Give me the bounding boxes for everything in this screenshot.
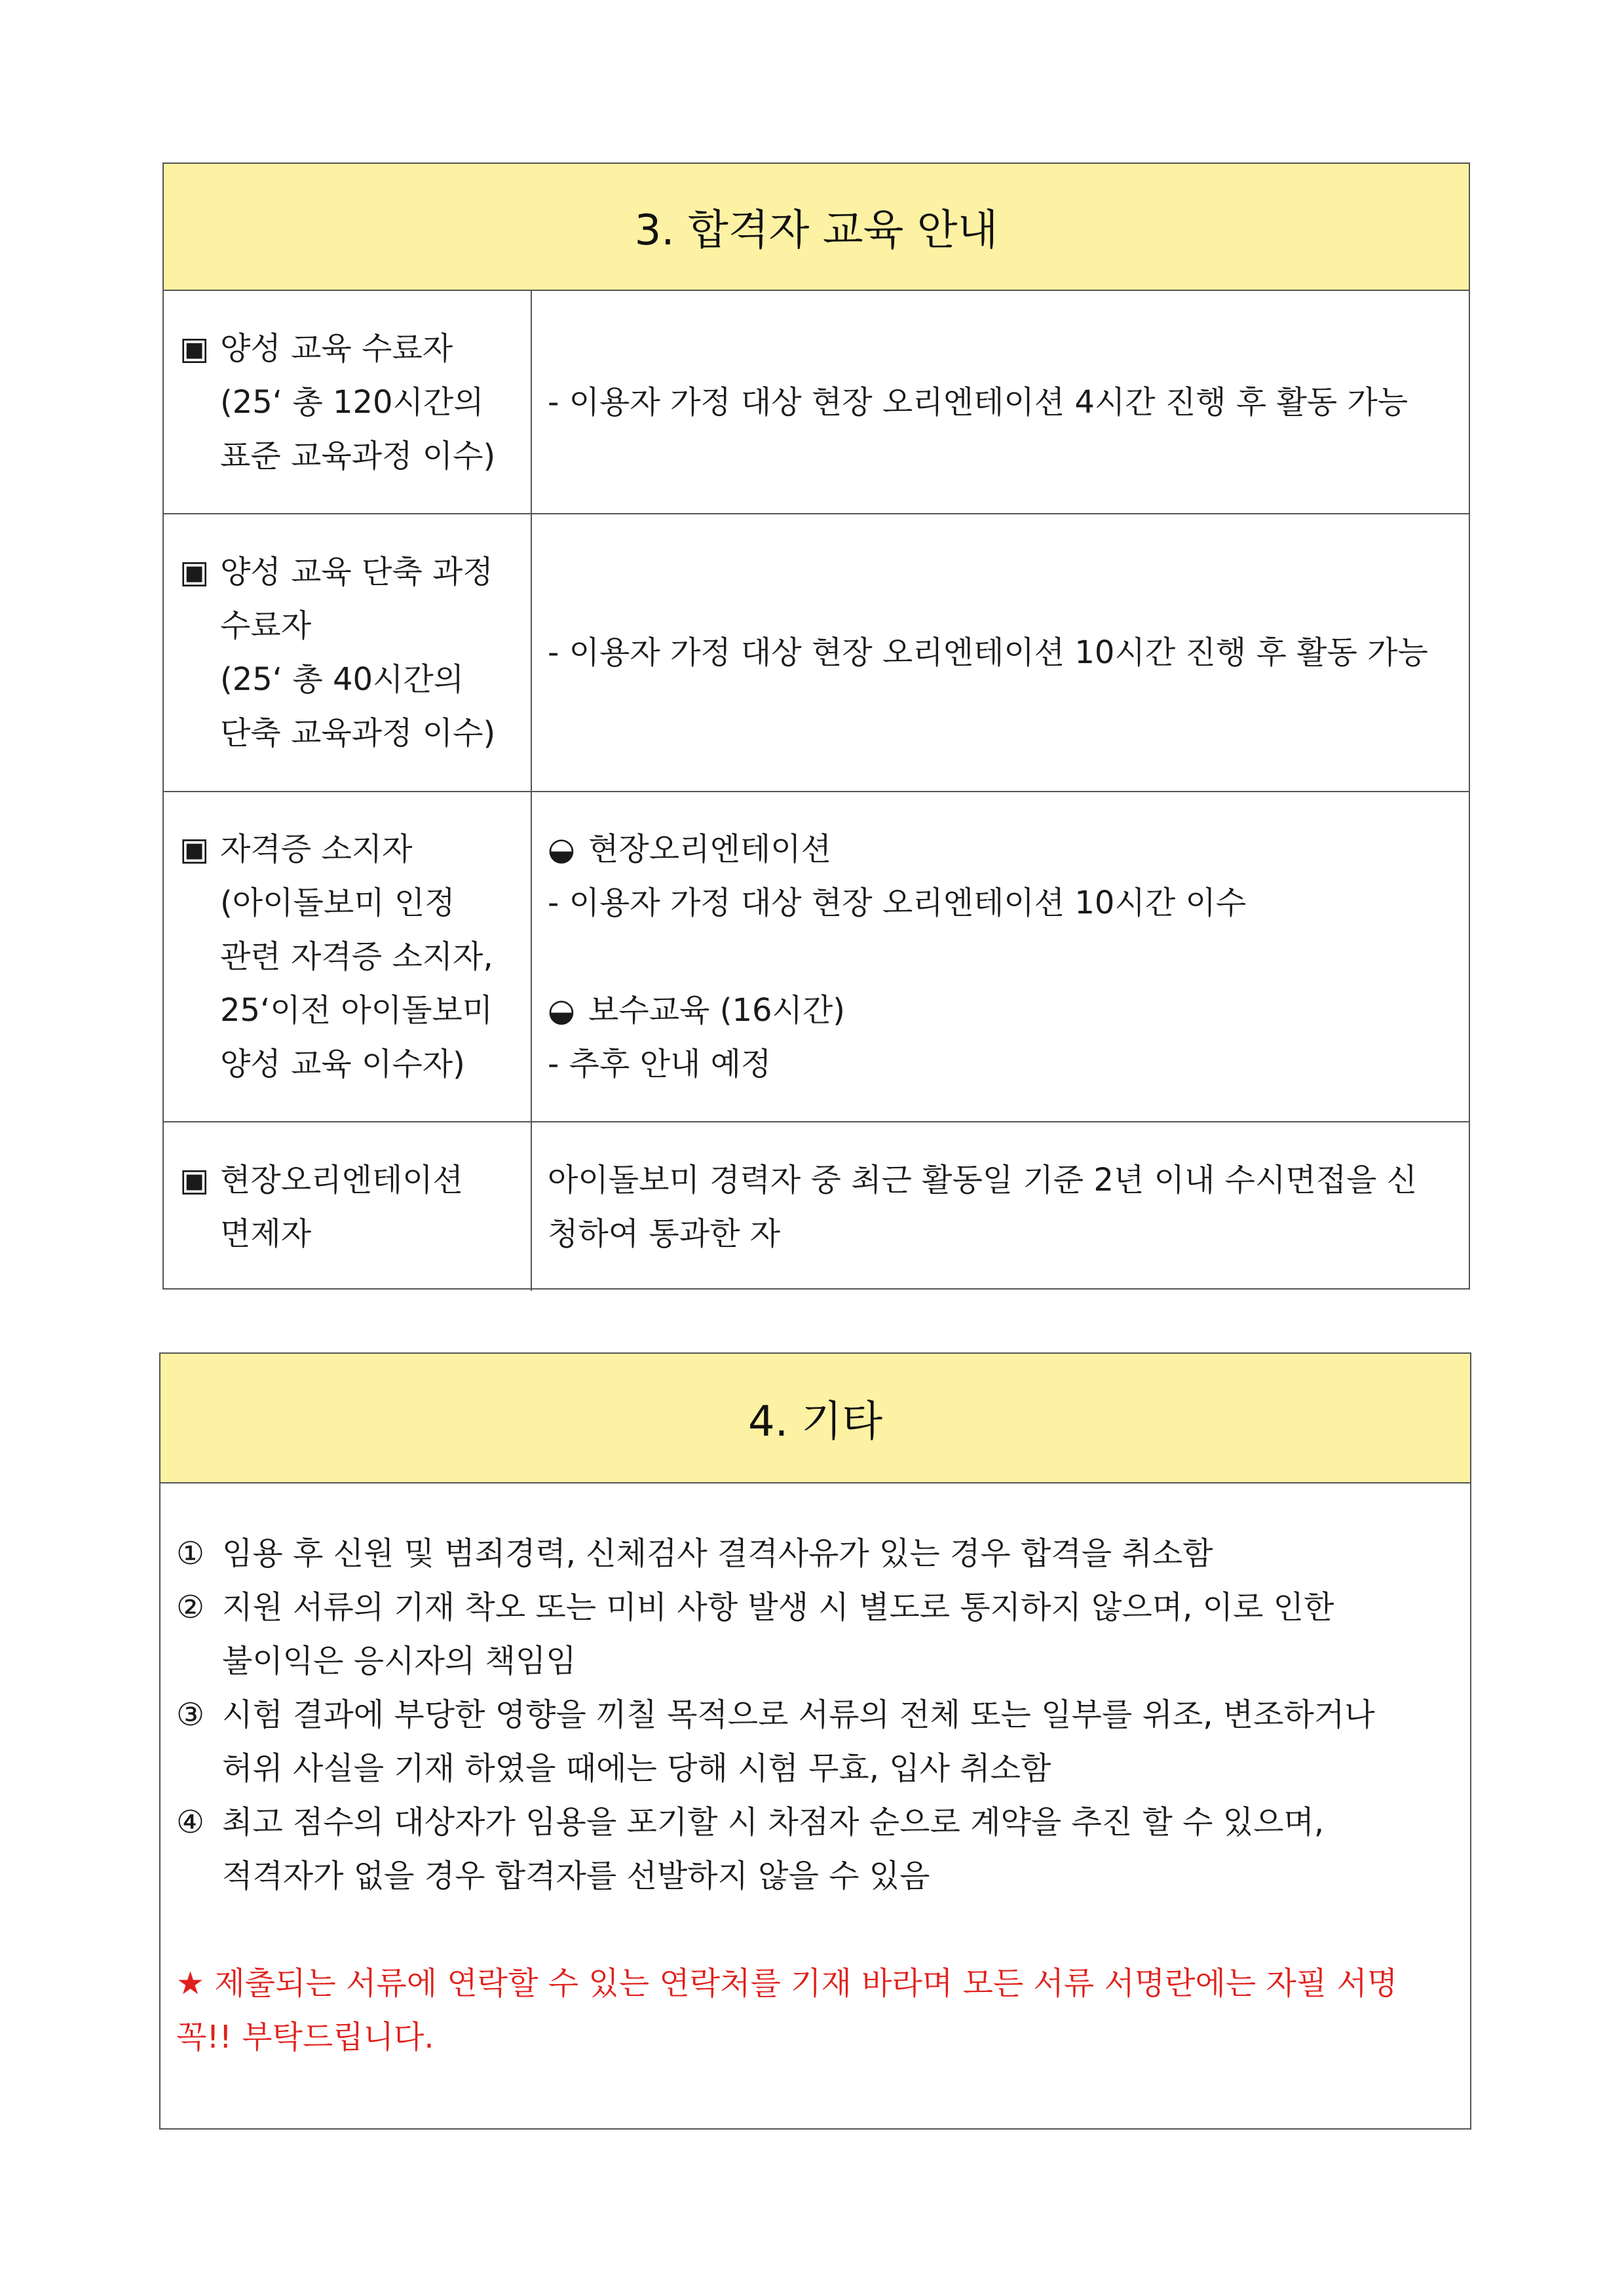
square-bullet-icon: ▣	[179, 1161, 210, 1198]
row-label-line: 현장오리엔테이션	[220, 1161, 463, 1198]
row-label-line: 면제자	[220, 1215, 312, 1252]
row-label-line: (25‘ 총 120시간의	[220, 383, 484, 421]
row-content-cell	[531, 792, 1469, 1122]
section3-header	[164, 164, 1469, 291]
section4-box	[159, 1352, 1471, 2130]
row-label-cell	[164, 291, 531, 514]
circled-number: ③	[176, 1696, 205, 1733]
sub-desc: - 이용자 가정 대상 현장 오리엔테이션 10시간 이수	[548, 885, 1247, 921]
half-circle-bullet-icon: ◒	[548, 992, 575, 1029]
row-label-line: (25‘ 총 40시간의	[220, 661, 464, 698]
row-content-line: 청하여 통과한 자	[548, 1215, 781, 1252]
list-item	[176, 1795, 1454, 1903]
sub-title: 현장오리엔테이션	[588, 831, 831, 868]
row-label-line: 양성 교육 수료자	[220, 330, 453, 367]
circled-number: ④	[176, 1804, 205, 1841]
education-table	[164, 291, 1469, 1291]
half-circle-bullet-icon: ◒	[548, 831, 575, 868]
row-label-cell	[164, 792, 531, 1122]
row-label-line: 양성 교육 단축 과정	[220, 554, 493, 590]
row-content-cell	[531, 291, 1469, 514]
square-bullet-icon: ▣	[179, 554, 210, 590]
section3-title: 3. 합격자 교육 안내	[634, 206, 998, 255]
circled-number: ②	[176, 1589, 205, 1626]
row-label-line: 25‘이전 아이돌보미	[220, 992, 493, 1029]
row-label-cell	[164, 514, 531, 792]
list-item-line: 불이익은 응시자의 책임임	[222, 1643, 576, 1679]
row-label-line: 양성 교육 이수자)	[220, 1046, 465, 1082]
sub-title: 보수교육 (16시간)	[588, 992, 845, 1029]
row-content-line: 아이돌보미 경력자 중 최근 활동일 기준 2년 이내 수시면접을 신	[548, 1161, 1418, 1198]
row-content-cell	[531, 1122, 1469, 1291]
row-label-line: 단축 교육과정 이수)	[220, 715, 496, 752]
list-item	[176, 1580, 1454, 1688]
list-item-line: 지원 서류의 기재 착오 또는 미비 사항 발생 시 별도로 통지하지 않으며, 이로 인한	[222, 1589, 1334, 1626]
list-item-line: 시험 결과에 부당한 영향을 끼칠 목적으로 서류의 전체 또는 일부를 위조, 변조하거나	[222, 1696, 1375, 1733]
square-bullet-icon: ▣	[179, 330, 210, 367]
list-item-line: 허위 사실을 기재 하였을 때에는 당해 시험 무효, 입사 취소함	[222, 1750, 1051, 1787]
row-content-line: - 이용자 가정 대상 현장 오리엔테이션 10시간 진행 후 활동 가능	[548, 634, 1428, 671]
square-bullet-icon: ▣	[179, 831, 210, 868]
row-label-line: 관련 자격증 소지자,	[220, 938, 493, 975]
table-row	[164, 1122, 1469, 1291]
circled-number: ①	[176, 1535, 205, 1572]
section3-box	[162, 163, 1470, 1290]
notice-line: 꼭!! 부탁드립니다.	[176, 2019, 434, 2056]
table-row	[164, 291, 1469, 514]
row-label-line: 자격증 소지자	[220, 831, 413, 868]
row-label-cell	[164, 1122, 531, 1291]
signature-notice	[176, 1957, 1454, 2064]
sub-desc: - 추후 안내 예정	[548, 1046, 772, 1082]
list-item	[176, 1688, 1454, 1795]
notice-line: ★ 제출되는 서류에 연락할 수 있는 연락처를 기재 바라며 모든 서류 서명란에는 자필 서명	[176, 1965, 1398, 2002]
table-row	[164, 792, 1469, 1122]
list-item-line: 적격자가 없을 경우 합격자를 선발하지 않을 수 있음	[222, 1858, 930, 1894]
row-content-line: - 이용자 가정 대상 현장 오리엔테이션 4시간 진행 후 활동 가능	[548, 383, 1408, 421]
list-item	[176, 1527, 1454, 1580]
list-item-line: 최고 점수의 대상자가 임용을 포기할 시 차점자 순으로 계약을 추진 할 수 있으며,	[222, 1804, 1325, 1841]
table-row	[164, 514, 1469, 792]
row-label-line: (아이돌보미 인정	[220, 885, 455, 921]
etc-content	[161, 1483, 1470, 2064]
row-label-line: 수료자	[220, 607, 312, 644]
list-item-line: 임용 후 신원 및 범죄경력, 신체검사 결격사유가 있는 경우 합격을 취소함	[222, 1535, 1213, 1572]
row-content-cell	[531, 514, 1469, 792]
section4-title: 4. 기타	[747, 1398, 883, 1446]
row-label-line: 표준 교육과정 이수)	[220, 437, 496, 474]
section4-header	[161, 1354, 1470, 1483]
